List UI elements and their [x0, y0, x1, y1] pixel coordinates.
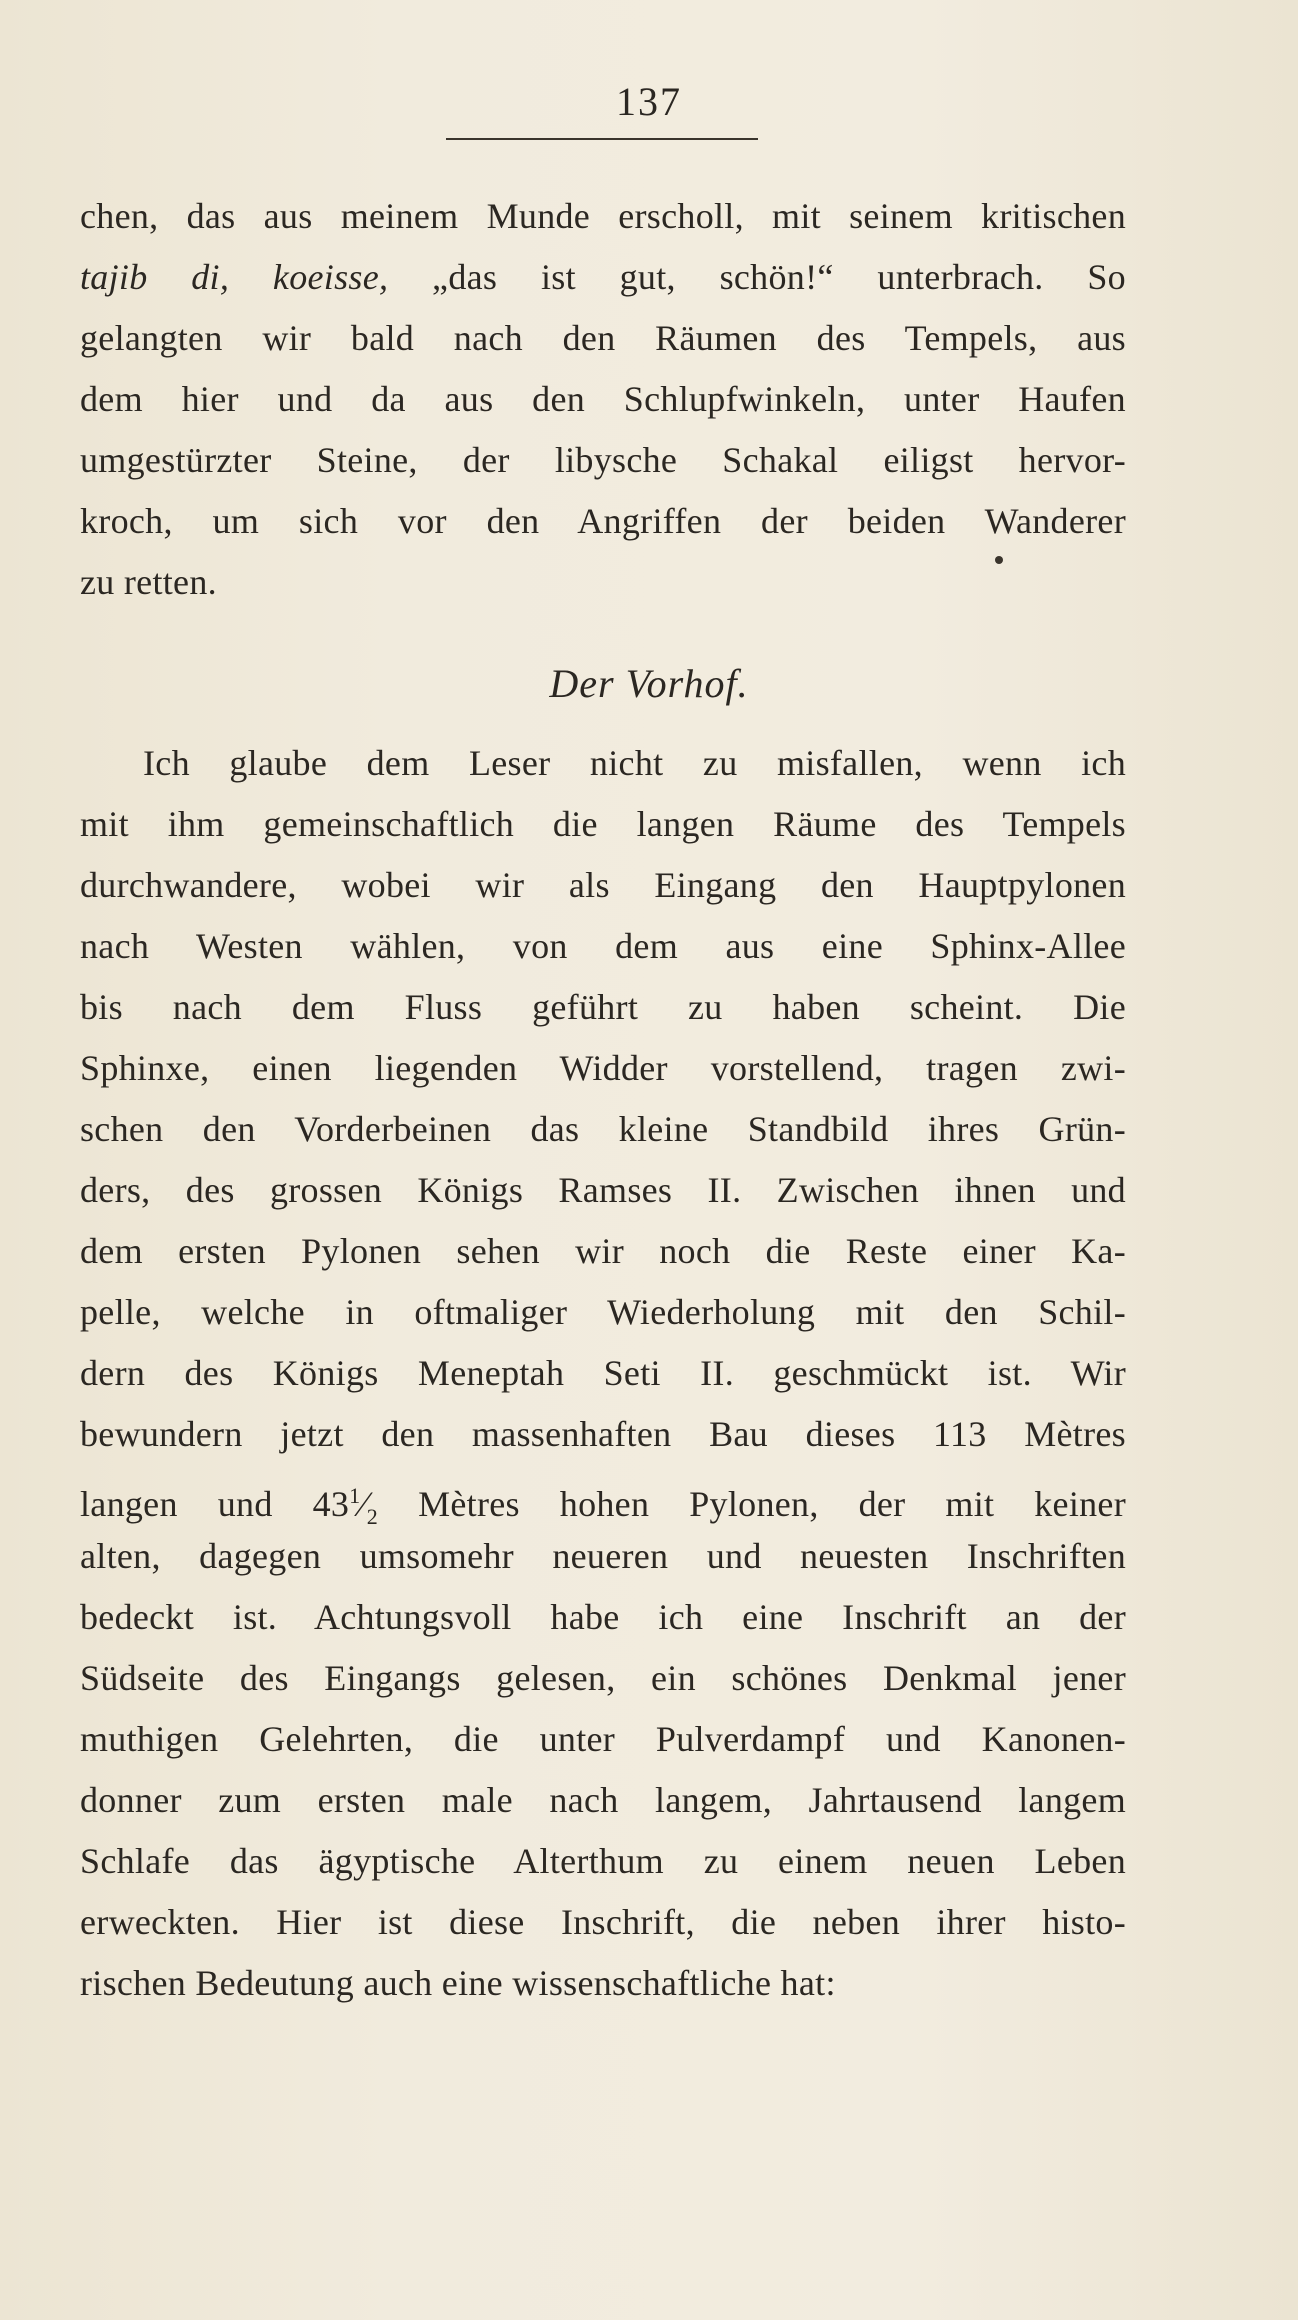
text-line: nach Westen wählen, von dem aus eine Sphinx-Allee — [80, 926, 1126, 966]
text-line: dem ersten Pylonen sehen wir noch die Reste einer Ka- — [80, 1231, 1126, 1271]
text-span: langen und 43 — [80, 1484, 350, 1524]
top-paragraph — [80, 186, 1126, 613]
page-number: 137 — [616, 79, 682, 124]
text-line: donner zum ersten male nach langem, Jahrtausend langem — [80, 1780, 1126, 1820]
text-line: erweckten. Hier ist diese Inschrift, die neben ihrer histo- — [80, 1902, 1126, 1942]
ink-speck — [995, 556, 1003, 564]
text-line: umgestürzter Steine, der libysche Schakal eiligst hervor- — [80, 440, 1126, 480]
fraction: $^1⁄_2$ — [349, 1483, 379, 1530]
text-line: Ich glaube dem Leser nicht zu misfallen, wenn ich — [143, 743, 1126, 783]
text-line — [80, 1465, 1127, 1530]
fraction-numerator: 1 — [349, 1483, 361, 1508]
text-line: pelle, welche in oftmaliger Wiederholung mit den Schil- — [80, 1292, 1126, 1332]
text-line — [80, 247, 1126, 308]
main-paragraph — [80, 733, 1126, 2014]
text-line: mit ihm gemeinschaftlich die langen Räume des Tempels — [80, 804, 1126, 844]
text-line: ders, des grossen Königs Ramses II. Zwischen ihnen und — [80, 1170, 1126, 1210]
text-line: schen den Vorderbeinen das kleine Standbild ihres Grün- — [80, 1109, 1126, 1149]
text-line: bewundern jetzt den massenhaften Bau dieses 113 Mètres — [80, 1414, 1126, 1454]
text-line: Südseite des Eingangs gelesen, ein schönes Denkmal jener — [80, 1658, 1126, 1698]
text-line: durchwandere, wobei wir als Eingang den Hauptpylonen — [80, 865, 1126, 905]
italic-phrase: tajib di, koeisse, — [80, 257, 389, 297]
text-line: muthigen Gelehrten, die unter Pulverdampf und Kanonen- — [80, 1719, 1126, 1759]
text-line: bis nach dem Fluss geführt zu haben scheint. Die — [80, 987, 1126, 1027]
header-rule — [446, 138, 758, 140]
text-line: zu retten. — [80, 562, 217, 602]
text-line: kroch, um sich vor den Angriffen der beiden Wanderer — [80, 501, 1126, 541]
text-line: chen, das aus meinem Munde erscholl, mit seinem kritischen — [80, 196, 1126, 236]
text-span: Mètres hohen Pylonen, der mit keiner — [378, 1484, 1127, 1524]
text-line: Schlafe das ägyptische Alterthum zu einem neuen Leben — [80, 1841, 1126, 1881]
text-line: rischen Bedeutung auch eine wissenschaftliche hat: — [80, 1963, 836, 2003]
text-line: bedeckt ist. Achtungsvoll habe ich eine Inschrift an der — [80, 1597, 1126, 1637]
text-line: dern des Königs Meneptah Seti II. geschmückt ist. Wir — [80, 1353, 1126, 1393]
fraction-denominator: 2 — [366, 1504, 379, 1530]
section-heading: Der Vorhof. — [549, 661, 749, 706]
text-line: dem hier und da aus den Schlupfwinkeln, unter Haufen — [80, 379, 1126, 419]
text-line: gelangten wir bald nach den Räumen des Tempels, aus — [80, 318, 1126, 358]
text-line: alten, dagegen umsomehr neueren und neuesten Inschriften — [80, 1536, 1126, 1576]
text-span: „das ist gut, schön!“ unterbrach. So — [388, 257, 1126, 297]
text-line: Sphinxe, einen liegenden Widder vorstellend, tragen zwi- — [80, 1048, 1126, 1088]
